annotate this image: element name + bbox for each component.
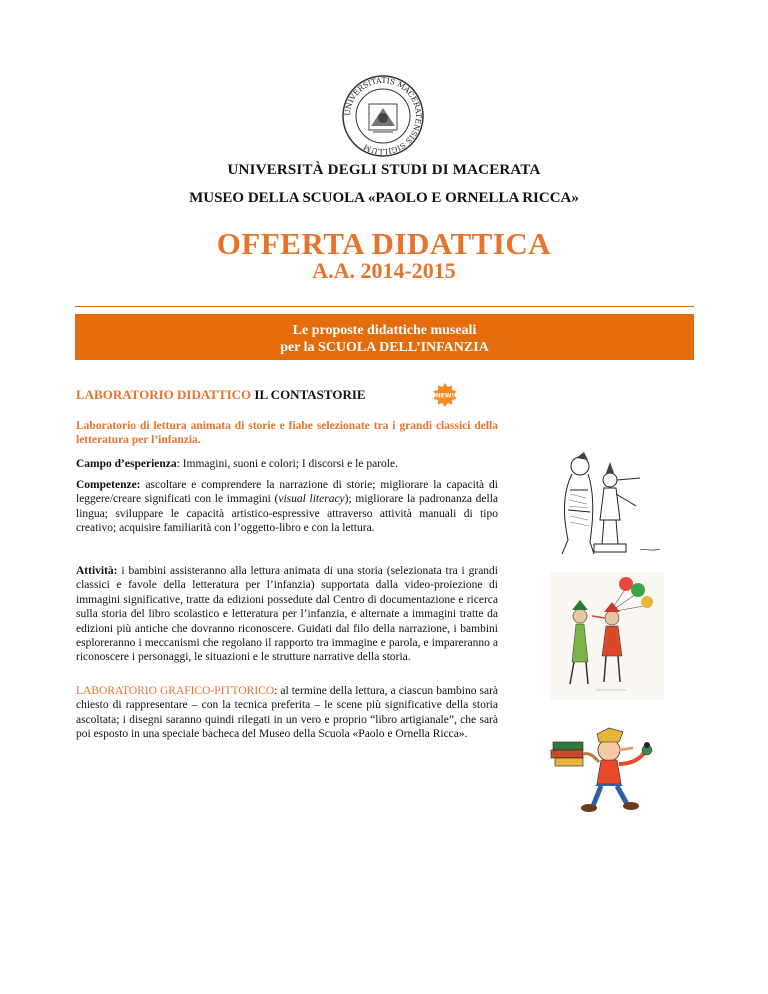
comp-italic: visual literacy — [278, 493, 345, 506]
offer-title: OFFERTA DIDATTICA — [216, 226, 552, 261]
att-label: Attività: — [76, 565, 118, 577]
university-name: UNIVERSITÀ DEGLI STUDI DI MACERATA — [227, 162, 541, 178]
lab-title — [76, 387, 366, 403]
comp-text-1: ascoltare e comprendere la narrazione di storie; migliorare la capacità di leggere/creare significati con le immagini ( — [76, 479, 498, 506]
graf-label: LABORATORIO GRAFICO-PITTORICO — [76, 685, 275, 697]
campo-esperienza — [76, 457, 498, 471]
lab-title-name: IL CONTASTORIE — [251, 387, 366, 402]
academic-year: A.A. 2014-2015 — [312, 258, 456, 283]
attivita — [76, 564, 498, 665]
museum-name: MUSEO DELLA SCUOLA «PAOLO E ORNELLA RICCA» — [189, 190, 579, 206]
banner-divider — [75, 306, 694, 307]
new-badge-icon — [433, 383, 457, 407]
campo-text: : Immagini, suoni e colori; I discorsi e le parole. — [176, 458, 398, 470]
comp-label: Competenze: — [76, 479, 141, 491]
section-banner — [75, 314, 694, 360]
pinocchio-books-image — [539, 724, 671, 816]
seal-text: UNIVERSITATIS MACERATENSIS SIGILLUM — [342, 75, 424, 157]
competenze — [76, 478, 498, 536]
graf-text: : al termine della lettura, a ciascun bambino sarà chiesto di rappresentare – con la tecnica preferita – le scene più significative della storia ascoltata; i disegni saranno quindi rilegati in un vero e proprio “libro artigianale”, che sarà poi esposto in una speciale bacheca del Museo della Scuola «Paolo e Ornella Ricca». — [76, 685, 499, 741]
new-badge-label: NEW! — [435, 392, 455, 400]
comp-text-2: ); migliorare la padronanza della lingua; sviluppare le capacità artistico-espressive attraverso attività manuali di tipo creativo; acquisire familiarità con l’oggetto-libro e con la lettura. — [76, 493, 499, 535]
att-text: i bambini assisteranno alla lettura animata di una storia (selezionata tra i grandi classici e favole della letteratura per l’infanzia) supportata dalla video-proiezione di immagini significative, tratte da edizioni possedute dal Centro di documentazione e ricerca sulla storia del libro scolastico e letteratura per l’infanzia, e alternate a immagini tratte da edizioni più antiche che dovranno riconoscere. Guidati dal filo della narrazione, i bambini esploreranno i meccanismi che regolano il rapporto tra immagine e parola, e impareranno a riconoscere i personaggi, le situazioni e le strutture narrative della storia. — [76, 565, 498, 664]
pinocchio-balloons-image — [550, 572, 664, 700]
campo-label: Campo d’esperienza — [76, 458, 177, 470]
lab-subtitle: Laboratorio di lettura animata di storie e fiabe selezionate tra i grandi classici della letteratura per l’infanzia. — [76, 420, 498, 447]
laboratorio-grafico — [76, 684, 498, 742]
lab-title-prefix: LABORATORIO DIDATTICO — [76, 387, 252, 402]
banner-line-1: Le proposte didattiche museali — [292, 323, 477, 338]
university-seal-icon — [341, 74, 425, 158]
banner-line-2: per la SCUOLA DELL’INFANZIA — [280, 340, 489, 355]
geppetto-engraving-image — [548, 450, 668, 558]
